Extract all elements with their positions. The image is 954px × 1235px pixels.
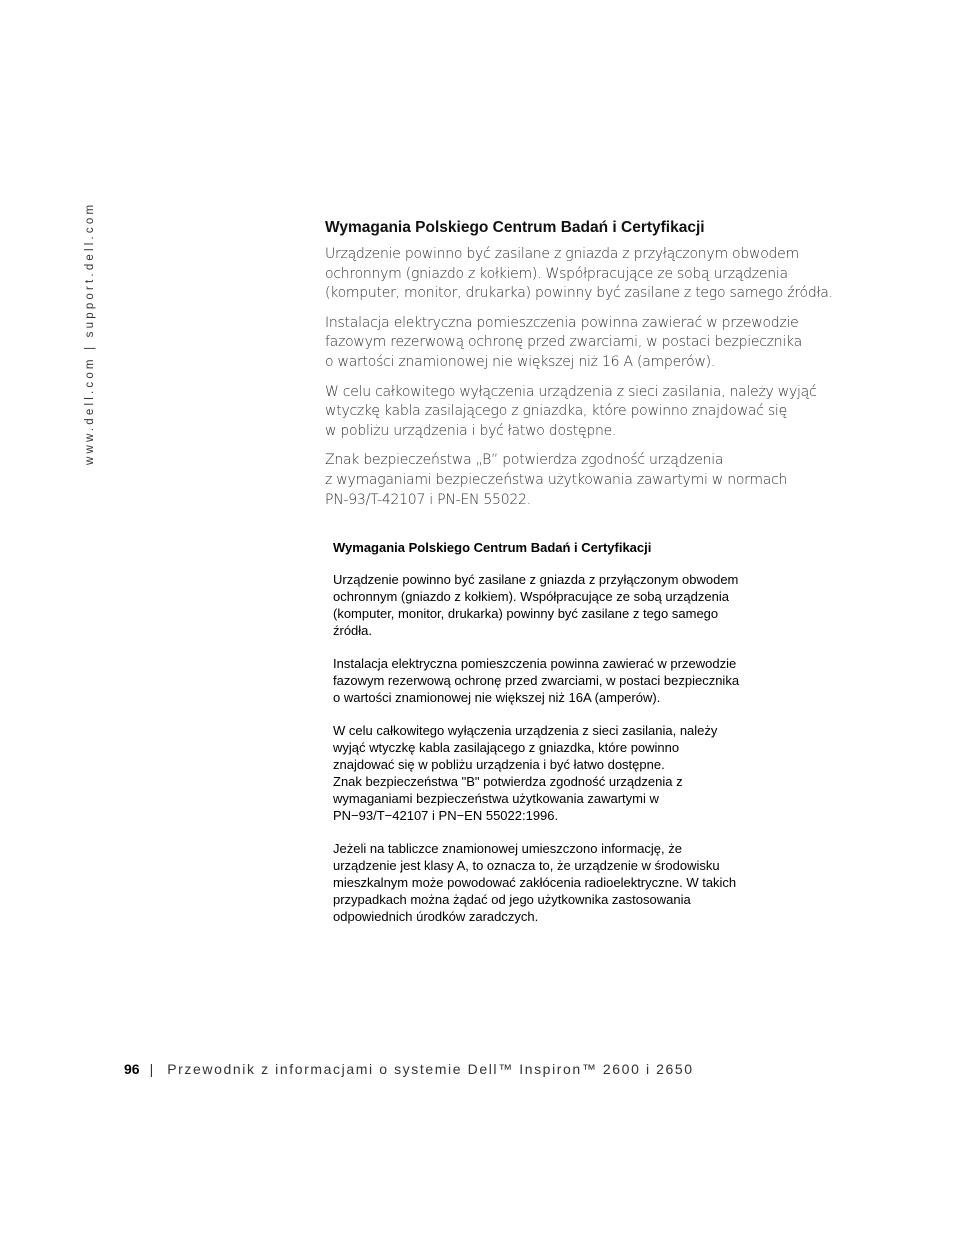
text-line: o wartości znamionowej nie większej niż 16 A (amperów). xyxy=(325,353,716,370)
main-section xyxy=(325,219,833,520)
text-line: Instalacja elektryczna pomieszczenia powinna zawierać w przewodzie xyxy=(333,656,737,671)
text-line: przypadkach można żądać od jego użytkownika zastosowania xyxy=(333,892,691,907)
scanned-paragraph-grounding xyxy=(333,571,803,639)
scanned-notice xyxy=(333,540,803,941)
scanned-heading: Wymagania Polskiego Centrum Badań i Certyfikacji xyxy=(333,540,652,555)
scanned-paragraph-installation xyxy=(333,655,803,706)
page-footer xyxy=(124,1061,694,1077)
text-line: o wartości znamionowej nie większej niż 16A (amperów). xyxy=(333,690,661,705)
section-heading: Wymagania Polskiego Centrum Badań i Certyfikacji xyxy=(325,219,705,236)
scanned-paragraph-disconnect xyxy=(333,722,803,773)
text-line: (komputer, monitor, drukarka) powinny być zasilane z tego samego źródła. xyxy=(325,285,833,302)
sidebar-url: www.dell.com | support.dell.com xyxy=(84,201,96,465)
text-line: źródła. xyxy=(333,623,373,638)
text-line: wymaganiami bezpieczeństwa użytkowania zawartymi w xyxy=(333,791,659,806)
text-line: Urządzenie powinno być zasilane z gniazda z przyłączonym obwodem xyxy=(325,246,799,262)
text-line: (komputer, monitor, drukarka) powinny być zasilane z tego samego xyxy=(333,606,719,621)
text-line: fazowym rezerwową ochronę przed zwarciami, w postaci bezpiecznika xyxy=(333,673,740,688)
scanned-paragraph-safety-mark xyxy=(333,773,803,824)
text-line: W celu całkowitego wyłączenia urządzenia z sieci zasilania, należy xyxy=(333,723,718,738)
text-line: znajdować się w pobliżu urządzenia i być łatwo dostępne. xyxy=(333,757,665,772)
text-line: Instalacja elektryczna pomieszczenia powinna zawierać w przewodzie xyxy=(325,314,799,331)
text-line: ochronnym (gniazdo z kołkiem). Współpracujące ze sobą urządzenia xyxy=(333,589,729,604)
page-number: 96 xyxy=(124,1061,140,1077)
paragraph-installation xyxy=(325,314,825,373)
text-line: PN-93/T-42107 i PN-EN 55022. xyxy=(325,491,531,508)
text-line: odpowiednich úrodków zaradczych. xyxy=(333,909,539,924)
text-line: urządzenie jest klasy A, to oznacza to, że urządzenie w środowisku xyxy=(333,858,720,873)
text-line: Znak bezpieczeństwa „B” potwierdza zgodność urządzenia xyxy=(325,452,724,469)
text-line: PN−93/T−42107 i PN−EN 55022:1996. xyxy=(333,808,559,823)
text-line: z wymaganiami bezpieczeństwa użytkowania zawartymi w normach xyxy=(325,471,788,488)
text-line: w pobliżu urządzenia i być łatwo dostępne. xyxy=(325,422,617,439)
footer-separator: | xyxy=(149,1061,154,1077)
text-line: Jeżeli na tabliczce znamionowej umieszczono informację, że xyxy=(333,841,682,856)
text-line: ochronnym (gniazdo z kołkiem). Współpracujące ze sobą urządzenia xyxy=(325,265,788,282)
footer-title: Przewodnik z informacjami o systemie Dell™ Inspiron™ 2600 i 2650 xyxy=(167,1061,694,1077)
text-line: wyjąć wtyczkę kabla zasilającego z gniazdka, które powinno xyxy=(333,740,680,755)
text-line: fazowym rezerwową ochronę przed zwarciami, w postaci bezpiecznika xyxy=(325,334,802,351)
text-line: mieszkalnym może powodować zakłócenia radioelektryczne. W takich xyxy=(333,875,737,890)
text-line: W celu całkowitego wyłączenia urządzenia z sieci zasilania, należy wyjąć xyxy=(325,383,817,400)
text-line: Znak bezpieczeństwa "B" potwierdza zgodność urządzenia z xyxy=(333,774,683,789)
text-line: Urządzenie powinno być zasilane z gniazda z przyłączonym obwodem xyxy=(333,572,739,587)
paragraph-disconnect xyxy=(325,383,825,442)
text-line: wtyczkę kabla zasilającego z gniazdka, które powinno znajdować się xyxy=(325,403,787,420)
paragraph-safety-mark xyxy=(325,451,825,510)
paragraph-grounding xyxy=(325,245,833,304)
scanned-paragraph-class-a xyxy=(333,840,803,925)
